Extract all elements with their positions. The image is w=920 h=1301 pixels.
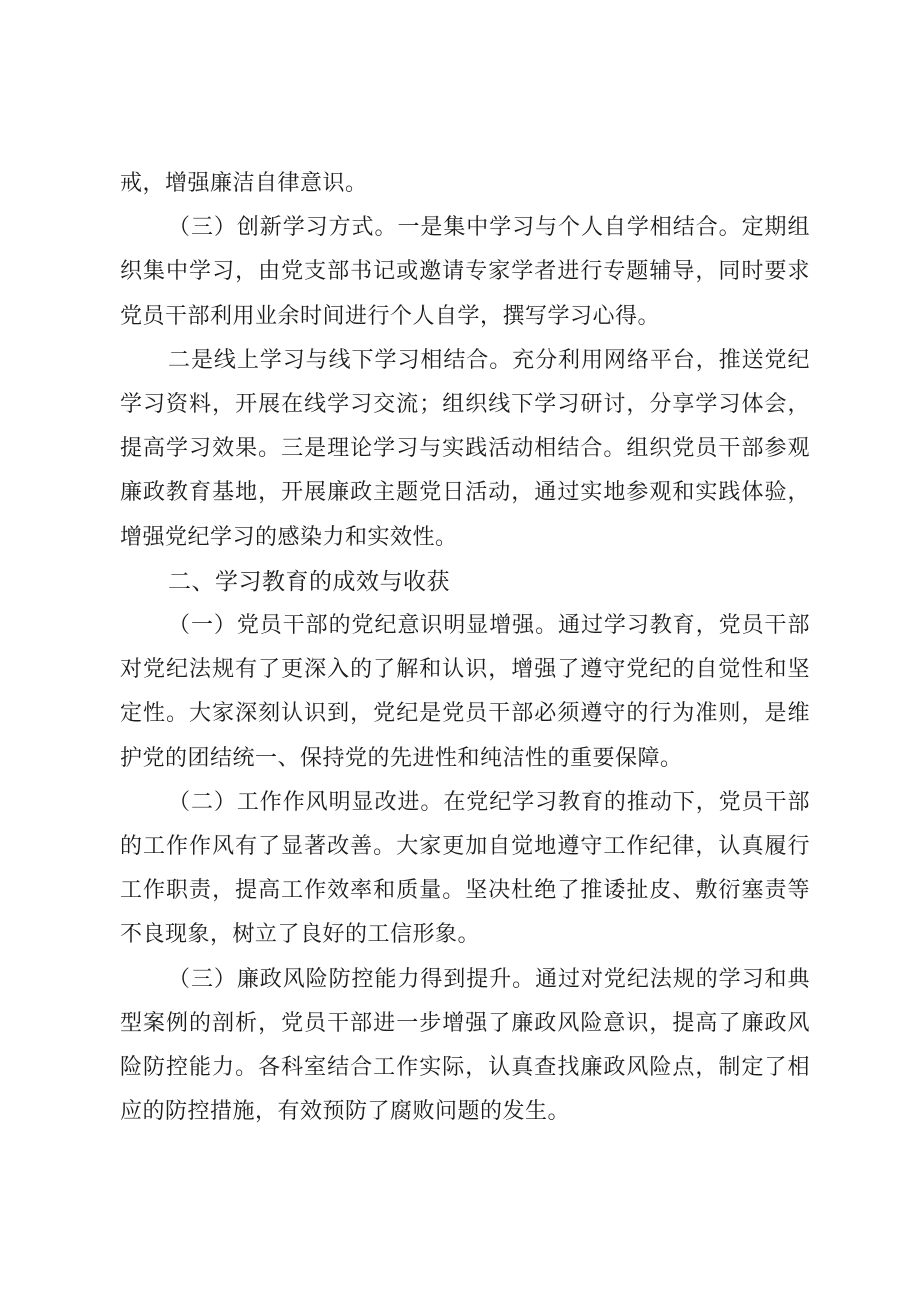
- document-body: [120, 162, 810, 1134]
- paragraph-awareness: （一）党员干部的党纪意识明显增强。通过学习教育，党员干部对党纪法规有了更深入的了解和认识，增强了遵守党纪的自觉性和坚定性。大家深刻认识到，党纪是党员干部必须遵守的行为准则，是维护党的团结统一、保持党的先进性和纯洁性的重要保障。: [120, 613, 810, 771]
- paragraph-risk-control: （三）廉政风险防控能力得到提升。通过对党纪法规的学习和典型案例的剖析，党员干部进一步增强了廉政风险意识，提高了廉政风险防控能力。各科室结合工作实际，认真查找廉政风险点，制定了相应的防控措施，有效预防了腐败问题的发生。: [120, 966, 810, 1125]
- section-heading: 二、学习教育的成效与收获: [168, 568, 450, 595]
- paragraph-innovative-learning: （三）创新学习方式。一是集中学习与个人自学相结合。定期组织集中学习，由党支部书记或邀请专家学者进行专题辅导，同时要求党员干部利用业余时间进行个人自学，撰写学习心得。: [120, 215, 810, 329]
- paragraph-online-offline: 二是线上学习与线下学习相结合。充分利用网络平台，推送党纪学习资料，开展在线学习交流；组织线下学习研讨，分享学习体会，提高学习效果。三是理论学习与实践活动相结合。组织党员干部参观廉政教育基地，开展廉政主题党日活动，通过实地参观和实践体验，增强党纪学习的感染力和实效性。: [120, 347, 810, 550]
- paragraph-continuation: 戒，增强廉洁自律意识。: [120, 171, 368, 196]
- paragraph-work-style: （二）工作作风明显改进。在党纪学习教育的推动下，党员干部的工作作风有了显著改善。大家更加自觉地遵守工作纪律，认真履行工作职责，提高工作效率和质量。坚决杜绝了推诿扯皮、敷衍塞责等不良现象，树立了良好的工信形象。: [120, 789, 810, 948]
